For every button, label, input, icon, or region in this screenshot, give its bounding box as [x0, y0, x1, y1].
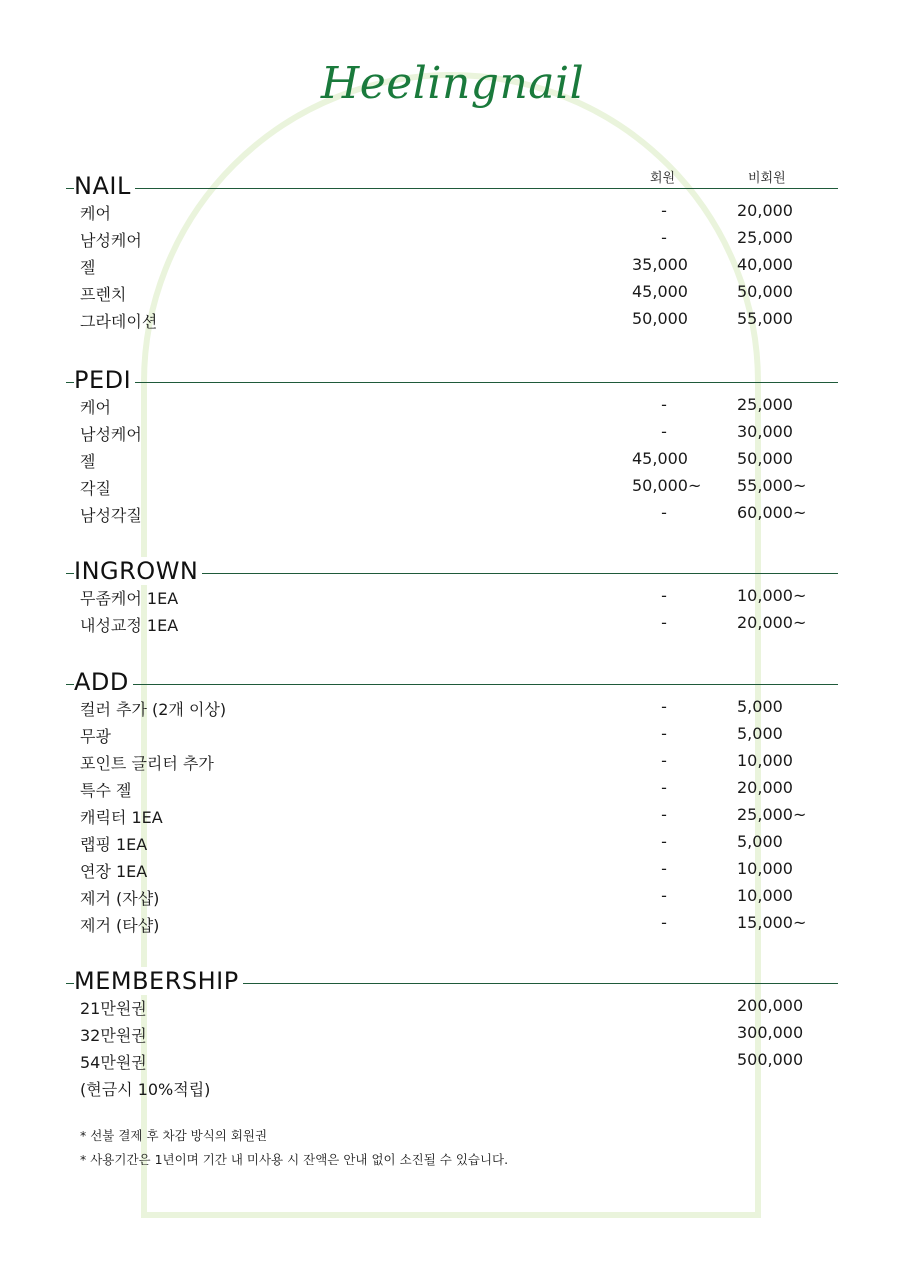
member-price: 50,000 — [632, 309, 688, 328]
section-title-text: MEMBERSHIP — [74, 967, 243, 995]
service-name: 젤 — [80, 258, 96, 277]
section-title-text: NAIL — [74, 172, 135, 200]
price-row — [66, 1020, 838, 1047]
price-row — [66, 1047, 838, 1074]
member-price: - — [661, 697, 667, 716]
member-price: 50,000~ — [632, 476, 702, 495]
section-title — [66, 664, 838, 694]
non-member-price: 60,000~ — [737, 503, 807, 522]
service-name: 각질 — [80, 479, 111, 498]
service-name: 특수 젤 — [80, 781, 132, 800]
price-row — [66, 419, 838, 446]
price-row — [66, 910, 838, 937]
non-member-price: 25,000~ — [737, 805, 807, 824]
non-member-price: 5,000 — [737, 697, 783, 716]
section-pedi — [66, 362, 838, 527]
section-nail — [66, 168, 838, 333]
service-name: 랩핑 1EA — [80, 835, 148, 854]
member-price: - — [661, 201, 667, 220]
price-row — [66, 829, 838, 856]
non-member-price: 50,000 — [737, 282, 793, 301]
non-member-price: 10,000~ — [737, 586, 807, 605]
non-member-price: 50,000 — [737, 449, 793, 468]
member-price: 45,000 — [632, 449, 688, 468]
price-row — [66, 694, 838, 721]
notes — [80, 1124, 508, 1172]
member-price: - — [661, 859, 667, 878]
non-member-price: 5,000 — [737, 832, 783, 851]
price-row — [66, 392, 838, 419]
section-ingrown — [66, 553, 838, 637]
price-row — [66, 775, 838, 802]
service-name: 케어 — [80, 204, 111, 223]
section-title-text: ADD — [74, 668, 133, 696]
note-line: * 선불 결제 후 차감 방식의 회원권 — [80, 1128, 268, 1143]
non-member-price: 55,000 — [737, 309, 793, 328]
service-name: 포인트 글리터 추가 — [80, 754, 214, 773]
service-name: 남성케어 — [80, 425, 142, 444]
price-row — [66, 500, 838, 527]
service-name: (현금시 10%적립) — [80, 1080, 211, 1099]
service-name: 남성각질 — [80, 506, 142, 525]
non-member-price: 15,000~ — [737, 913, 807, 932]
section-title — [66, 362, 838, 392]
service-name: 21만원권 — [80, 999, 147, 1018]
non-member-price: 25,000 — [737, 228, 793, 247]
member-price: - — [661, 913, 667, 932]
service-name: 제거 (자샵) — [80, 889, 160, 908]
member-price: 45,000 — [632, 282, 688, 301]
service-name: 케어 — [80, 398, 111, 417]
price-row — [66, 883, 838, 910]
service-name: 남성케어 — [80, 231, 142, 250]
price-row — [66, 610, 838, 637]
non-member-price: 25,000 — [737, 395, 793, 414]
price-row — [66, 856, 838, 883]
section-title — [66, 963, 838, 993]
member-price: - — [661, 751, 667, 770]
section-add — [66, 664, 838, 937]
price-row — [66, 225, 838, 252]
non-member-price: 10,000 — [737, 859, 793, 878]
price-row — [66, 306, 838, 333]
member-price: - — [661, 613, 667, 632]
service-name: 캐릭터 1EA — [80, 808, 163, 827]
service-name: 무광 — [80, 727, 111, 746]
non-member-price: 500,000 — [737, 1050, 804, 1069]
price-row — [66, 252, 838, 279]
member-price: - — [661, 724, 667, 743]
section-title-text: PEDI — [74, 366, 135, 394]
service-name: 32만원권 — [80, 1026, 147, 1045]
member-price: - — [661, 422, 667, 441]
member-price: - — [661, 832, 667, 851]
non-member-price: 5,000 — [737, 724, 783, 743]
non-member-price: 20,000~ — [737, 613, 807, 632]
member-price: - — [661, 778, 667, 797]
member-price: - — [661, 228, 667, 247]
price-row — [66, 473, 838, 500]
member-price: - — [661, 586, 667, 605]
service-name: 그라데이션 — [80, 312, 158, 331]
service-name: 내성교정 1EA — [80, 616, 179, 635]
price-row — [66, 446, 838, 473]
price-row — [66, 802, 838, 829]
price-row — [66, 279, 838, 306]
column-header-member: 회원 — [650, 171, 676, 186]
service-name: 54만원권 — [80, 1053, 147, 1072]
non-member-price: 300,000 — [737, 1023, 804, 1042]
price-row — [66, 198, 838, 225]
column-header-non-member: 비회원 — [748, 171, 786, 186]
non-member-price: 200,000 — [737, 996, 804, 1015]
service-name: 젤 — [80, 452, 96, 471]
service-name: 프렌치 — [80, 285, 127, 304]
price-row — [66, 993, 838, 1020]
price-row — [66, 721, 838, 748]
service-name: 제거 (타샵) — [80, 916, 160, 935]
section-title — [66, 553, 838, 583]
non-member-price: 10,000 — [737, 886, 793, 905]
section-membership — [66, 963, 838, 1101]
member-price: - — [661, 886, 667, 905]
non-member-price: 40,000 — [737, 255, 793, 274]
non-member-price: 55,000~ — [737, 476, 807, 495]
price-row — [66, 748, 838, 775]
non-member-price: 20,000 — [737, 778, 793, 797]
non-member-price: 30,000 — [737, 422, 793, 441]
section-title-text: INGROWN — [74, 557, 202, 585]
note-line: * 사용기간은 1년이며 기간 내 미사용 시 잔액은 안내 없이 소진될 수 있습니다. — [80, 1152, 509, 1167]
brand-logo: Heelingnail — [320, 58, 585, 109]
service-name: 컬러 추가 (2개 이상) — [80, 700, 227, 719]
member-price: - — [661, 805, 667, 824]
non-member-price: 20,000 — [737, 201, 793, 220]
member-price: 35,000 — [632, 255, 688, 274]
service-name: 연장 1EA — [80, 862, 148, 881]
member-price: - — [661, 503, 667, 522]
member-price: - — [661, 395, 667, 414]
price-row — [66, 1074, 838, 1101]
non-member-price: 10,000 — [737, 751, 793, 770]
price-row — [66, 583, 838, 610]
section-title — [66, 168, 838, 198]
service-name: 무좀케어 1EA — [80, 589, 179, 608]
